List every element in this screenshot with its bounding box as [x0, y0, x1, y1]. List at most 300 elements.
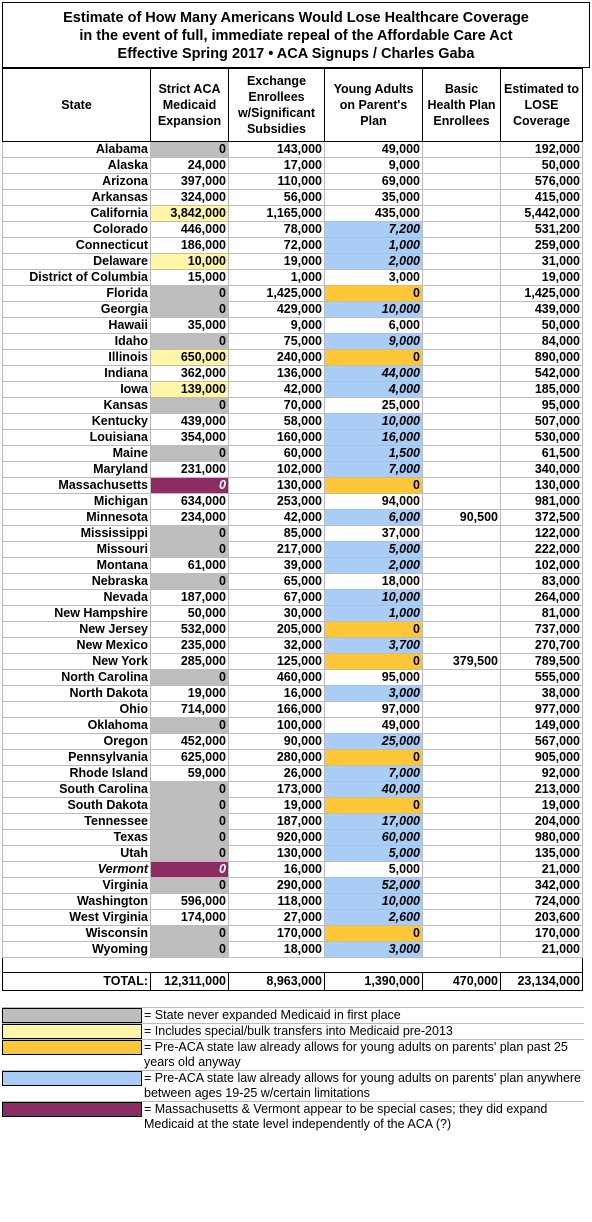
- bhp-cell: [423, 622, 501, 638]
- young-adults-cell: 0: [325, 926, 423, 942]
- table-row: [3, 206, 583, 222]
- lose-cell: 81,000: [501, 606, 583, 622]
- table-row: [3, 174, 583, 190]
- lose-cell: 5,442,000: [501, 206, 583, 222]
- lose-cell: 1,425,000: [501, 286, 583, 302]
- medicaid-cell: 650,000: [151, 350, 229, 366]
- state-cell: Wyoming: [3, 942, 151, 958]
- lose-cell: 507,000: [501, 414, 583, 430]
- exchange-cell: 75,000: [229, 334, 325, 350]
- exchange-cell: 17,000: [229, 158, 325, 174]
- state-cell: Oklahoma: [3, 718, 151, 734]
- state-cell: Mississippi: [3, 526, 151, 542]
- exchange-cell: 42,000: [229, 510, 325, 526]
- bhp-cell: [423, 206, 501, 222]
- medicaid-cell: 234,000: [151, 510, 229, 526]
- state-cell: North Carolina: [3, 670, 151, 686]
- bhp-cell: [423, 238, 501, 254]
- medicaid-cell: 235,000: [151, 638, 229, 654]
- table-row: [3, 382, 583, 398]
- state-cell: Vermont: [3, 862, 151, 878]
- exchange-cell: 1,425,000: [229, 286, 325, 302]
- bhp-cell: [423, 670, 501, 686]
- table-row: [3, 158, 583, 174]
- lose-cell: 576,000: [501, 174, 583, 190]
- medicaid-cell: 61,000: [151, 558, 229, 574]
- young-adults-cell: 0: [325, 478, 423, 494]
- table-row: [3, 798, 583, 814]
- table-row: [3, 702, 583, 718]
- medicaid-cell: 59,000: [151, 766, 229, 782]
- lose-cell: 342,000: [501, 878, 583, 894]
- young-adults-cell: 10,000: [325, 414, 423, 430]
- medicaid-cell: 0: [151, 718, 229, 734]
- medicaid-cell: 0: [151, 398, 229, 414]
- exchange-cell: 65,000: [229, 574, 325, 590]
- state-cell: New York: [3, 654, 151, 670]
- exchange-cell: 1,165,000: [229, 206, 325, 222]
- bhp-cell: [423, 318, 501, 334]
- state-cell: Michigan: [3, 494, 151, 510]
- bhp-cell: 90,500: [423, 510, 501, 526]
- legend-swatch: [2, 1102, 142, 1117]
- exchange-cell: 56,000: [229, 190, 325, 206]
- state-cell: Texas: [3, 830, 151, 846]
- state-cell: Louisiana: [3, 430, 151, 446]
- bhp-cell: [423, 702, 501, 718]
- table-row: [3, 510, 583, 526]
- medicaid-cell: 0: [151, 798, 229, 814]
- medicaid-cell: 0: [151, 142, 229, 158]
- medicaid-cell: 446,000: [151, 222, 229, 238]
- legend-item: [2, 1007, 584, 1023]
- young-adults-cell: 25,000: [325, 398, 423, 414]
- bhp-cell: [423, 894, 501, 910]
- exchange-cell: 85,000: [229, 526, 325, 542]
- bhp-cell: [423, 462, 501, 478]
- exchange-cell: 19,000: [229, 254, 325, 270]
- bhp-cell: [423, 382, 501, 398]
- header-row: [3, 69, 583, 142]
- bhp-cell: [423, 430, 501, 446]
- table-row: [3, 190, 583, 206]
- lose-cell: 980,000: [501, 830, 583, 846]
- state-cell: Massachusetts: [3, 478, 151, 494]
- table-row: [3, 142, 583, 158]
- bhp-cell: [423, 686, 501, 702]
- exchange-cell: 143,000: [229, 142, 325, 158]
- state-cell: Maryland: [3, 462, 151, 478]
- table-row: [3, 414, 583, 430]
- table-row: [3, 318, 583, 334]
- medicaid-cell: 354,000: [151, 430, 229, 446]
- exchange-cell: 70,000: [229, 398, 325, 414]
- exchange-cell: 170,000: [229, 926, 325, 942]
- lose-cell: 905,000: [501, 750, 583, 766]
- young-adults-cell: 3,700: [325, 638, 423, 654]
- exchange-cell: 16,000: [229, 862, 325, 878]
- medicaid-cell: 0: [151, 670, 229, 686]
- lose-cell: 222,000: [501, 542, 583, 558]
- lose-cell: 50,000: [501, 318, 583, 334]
- state-cell: Ohio: [3, 702, 151, 718]
- exchange-cell: 9,000: [229, 318, 325, 334]
- young-adults-cell: 49,000: [325, 142, 423, 158]
- state-cell: Nevada: [3, 590, 151, 606]
- medicaid-cell: 362,000: [151, 366, 229, 382]
- lose-cell: 340,000: [501, 462, 583, 478]
- lose-cell: 102,000: [501, 558, 583, 574]
- lose-cell: 21,000: [501, 862, 583, 878]
- medicaid-cell: 50,000: [151, 606, 229, 622]
- young-adults-cell: 2,000: [325, 558, 423, 574]
- table-row: [3, 686, 583, 702]
- exchange-cell: 58,000: [229, 414, 325, 430]
- exchange-cell: 110,000: [229, 174, 325, 190]
- young-adults-cell: 9,000: [325, 334, 423, 350]
- medicaid-cell: 714,000: [151, 702, 229, 718]
- table-row: [3, 750, 583, 766]
- medicaid-cell: 0: [151, 334, 229, 350]
- table-row: [3, 334, 583, 350]
- lose-cell: 555,000: [501, 670, 583, 686]
- medicaid-cell: 0: [151, 942, 229, 958]
- lose-cell: 149,000: [501, 718, 583, 734]
- bhp-cell: [423, 286, 501, 302]
- total-bhp: 470,000: [423, 973, 501, 991]
- medicaid-cell: 186,000: [151, 238, 229, 254]
- exchange-cell: 173,000: [229, 782, 325, 798]
- lose-cell: 203,600: [501, 910, 583, 926]
- bhp-cell: [423, 414, 501, 430]
- young-adults-cell: 5,000: [325, 862, 423, 878]
- state-cell: Maine: [3, 446, 151, 462]
- young-adults-cell: 69,000: [325, 174, 423, 190]
- young-adults-cell: 435,000: [325, 206, 423, 222]
- table-row: [3, 430, 583, 446]
- table-row: [3, 270, 583, 286]
- table-row: [3, 910, 583, 926]
- exchange-cell: 253,000: [229, 494, 325, 510]
- lose-cell: 531,200: [501, 222, 583, 238]
- lose-cell: 213,000: [501, 782, 583, 798]
- young-adults-cell: 1,500: [325, 446, 423, 462]
- state-cell: Alaska: [3, 158, 151, 174]
- bhp-cell: [423, 526, 501, 542]
- bhp-cell: [423, 350, 501, 366]
- medicaid-cell: 15,000: [151, 270, 229, 286]
- header-exchange: Exchange Enrollees w/Significant Subsidies: [229, 69, 325, 142]
- spacer-row: [3, 958, 583, 973]
- exchange-cell: 42,000: [229, 382, 325, 398]
- young-adults-cell: 1,000: [325, 238, 423, 254]
- exchange-cell: 160,000: [229, 430, 325, 446]
- medicaid-cell: 24,000: [151, 158, 229, 174]
- lose-cell: 890,000: [501, 350, 583, 366]
- young-adults-cell: 94,000: [325, 494, 423, 510]
- medicaid-cell: 0: [151, 286, 229, 302]
- young-adults-cell: 0: [325, 622, 423, 638]
- lose-cell: 122,000: [501, 526, 583, 542]
- medicaid-cell: 285,000: [151, 654, 229, 670]
- lose-cell: 737,000: [501, 622, 583, 638]
- lose-cell: 19,000: [501, 270, 583, 286]
- young-adults-cell: 17,000: [325, 814, 423, 830]
- young-adults-cell: 10,000: [325, 302, 423, 318]
- exchange-cell: 460,000: [229, 670, 325, 686]
- exchange-cell: 118,000: [229, 894, 325, 910]
- state-cell: Idaho: [3, 334, 151, 350]
- state-cell: Delaware: [3, 254, 151, 270]
- table-row: [3, 830, 583, 846]
- state-cell: Kansas: [3, 398, 151, 414]
- young-adults-cell: 6,000: [325, 318, 423, 334]
- bhp-cell: [423, 638, 501, 654]
- lose-cell: 439,000: [501, 302, 583, 318]
- medicaid-cell: 0: [151, 574, 229, 590]
- young-adults-cell: 6,000: [325, 510, 423, 526]
- legend-item: [2, 1101, 584, 1132]
- state-cell: Illinois: [3, 350, 151, 366]
- legend-item: [2, 1023, 584, 1039]
- state-cell: South Carolina: [3, 782, 151, 798]
- medicaid-cell: 324,000: [151, 190, 229, 206]
- bhp-cell: [423, 910, 501, 926]
- bhp-cell: [423, 558, 501, 574]
- exchange-cell: 130,000: [229, 846, 325, 862]
- medicaid-cell: 0: [151, 878, 229, 894]
- medicaid-cell: 0: [151, 446, 229, 462]
- medicaid-cell: 3,842,000: [151, 206, 229, 222]
- state-cell: Rhode Island: [3, 766, 151, 782]
- table-row: [3, 606, 583, 622]
- medicaid-cell: 0: [151, 926, 229, 942]
- young-adults-cell: 9,000: [325, 158, 423, 174]
- medicaid-cell: 0: [151, 830, 229, 846]
- table-row: [3, 462, 583, 478]
- exchange-cell: 920,000: [229, 830, 325, 846]
- young-adults-cell: 16,000: [325, 430, 423, 446]
- young-adults-cell: 2,000: [325, 254, 423, 270]
- exchange-cell: 72,000: [229, 238, 325, 254]
- lose-cell: 83,000: [501, 574, 583, 590]
- table-row: [3, 926, 583, 942]
- young-adults-cell: 4,000: [325, 382, 423, 398]
- medicaid-cell: 397,000: [151, 174, 229, 190]
- bhp-cell: [423, 750, 501, 766]
- exchange-cell: 217,000: [229, 542, 325, 558]
- legend-text: = State never expanded Medicaid in first place: [144, 1008, 401, 1022]
- medicaid-cell: 0: [151, 542, 229, 558]
- state-cell: Minnesota: [3, 510, 151, 526]
- medicaid-cell: 0: [151, 478, 229, 494]
- table-row: [3, 590, 583, 606]
- lose-cell: 135,000: [501, 846, 583, 862]
- lose-cell: 977,000: [501, 702, 583, 718]
- exchange-cell: 19,000: [229, 798, 325, 814]
- bhp-cell: [423, 270, 501, 286]
- medicaid-cell: 0: [151, 782, 229, 798]
- young-adults-cell: 0: [325, 286, 423, 302]
- lose-cell: 61,500: [501, 446, 583, 462]
- total-medicaid: 12,311,000: [151, 973, 229, 991]
- bhp-cell: [423, 446, 501, 462]
- state-cell: Utah: [3, 846, 151, 862]
- legend-swatch: [2, 1071, 142, 1086]
- young-adults-cell: 0: [325, 350, 423, 366]
- bhp-cell: [423, 158, 501, 174]
- state-cell: Montana: [3, 558, 151, 574]
- medicaid-cell: 19,000: [151, 686, 229, 702]
- bhp-cell: [423, 846, 501, 862]
- lose-cell: 542,000: [501, 366, 583, 382]
- exchange-cell: 39,000: [229, 558, 325, 574]
- bhp-cell: 379,500: [423, 654, 501, 670]
- medicaid-cell: 187,000: [151, 590, 229, 606]
- lose-cell: 31,000: [501, 254, 583, 270]
- bhp-cell: [423, 606, 501, 622]
- table-row: [3, 542, 583, 558]
- table-row: [3, 718, 583, 734]
- lose-cell: 95,000: [501, 398, 583, 414]
- bhp-cell: [423, 878, 501, 894]
- bhp-cell: [423, 718, 501, 734]
- state-cell: Washington: [3, 894, 151, 910]
- exchange-cell: 27,000: [229, 910, 325, 926]
- total-row: [3, 973, 583, 991]
- bhp-cell: [423, 590, 501, 606]
- medicaid-cell: 0: [151, 526, 229, 542]
- table-row: [3, 734, 583, 750]
- table-row: [3, 222, 583, 238]
- medicaid-cell: 634,000: [151, 494, 229, 510]
- sheet-title: [2, 2, 590, 68]
- state-cell: Arizona: [3, 174, 151, 190]
- young-adults-cell: 5,000: [325, 542, 423, 558]
- medicaid-cell: 0: [151, 814, 229, 830]
- exchange-cell: 280,000: [229, 750, 325, 766]
- lose-cell: 204,000: [501, 814, 583, 830]
- total-young: 1,390,000: [325, 973, 423, 991]
- young-adults-cell: 95,000: [325, 670, 423, 686]
- header-young-adults: Young Adults on Parent's Plan: [325, 69, 423, 142]
- exchange-cell: 26,000: [229, 766, 325, 782]
- young-adults-cell: 60,000: [325, 830, 423, 846]
- young-adults-cell: 44,000: [325, 366, 423, 382]
- state-cell: Connecticut: [3, 238, 151, 254]
- lose-cell: 185,000: [501, 382, 583, 398]
- young-adults-cell: 7,200: [325, 222, 423, 238]
- state-cell: Wisconsin: [3, 926, 151, 942]
- table-row: [3, 814, 583, 830]
- state-cell: Virginia: [3, 878, 151, 894]
- lose-cell: 264,000: [501, 590, 583, 606]
- table-body: [3, 142, 583, 958]
- state-cell: Iowa: [3, 382, 151, 398]
- exchange-cell: 78,000: [229, 222, 325, 238]
- medicaid-cell: 532,000: [151, 622, 229, 638]
- total-lose: 23,134,000: [501, 973, 583, 991]
- table-row: [3, 446, 583, 462]
- bhp-cell: [423, 254, 501, 270]
- state-cell: Kentucky: [3, 414, 151, 430]
- bhp-cell: [423, 222, 501, 238]
- lose-cell: 92,000: [501, 766, 583, 782]
- exchange-cell: 187,000: [229, 814, 325, 830]
- bhp-cell: [423, 142, 501, 158]
- bhp-cell: [423, 734, 501, 750]
- legend-swatch: [2, 1040, 142, 1055]
- table-row: [3, 766, 583, 782]
- medicaid-cell: 139,000: [151, 382, 229, 398]
- young-adults-cell: 35,000: [325, 190, 423, 206]
- medicaid-cell: 35,000: [151, 318, 229, 334]
- table-row: [3, 622, 583, 638]
- young-adults-cell: 1,000: [325, 606, 423, 622]
- coverage-table: [2, 68, 583, 991]
- bhp-cell: [423, 814, 501, 830]
- exchange-cell: 18,000: [229, 942, 325, 958]
- bhp-cell: [423, 942, 501, 958]
- table-row: [3, 398, 583, 414]
- legend-text: = Massachusetts & Vermont appear to be special cases; they did expand Medicaid at the state level independently of the ACA (?): [144, 1102, 548, 1131]
- medicaid-cell: 0: [151, 302, 229, 318]
- young-adults-cell: 10,000: [325, 894, 423, 910]
- header-basic-health-plan: Basic Health Plan Enrollees: [423, 69, 501, 142]
- young-adults-cell: 0: [325, 750, 423, 766]
- medicaid-cell: 596,000: [151, 894, 229, 910]
- state-cell: Nebraska: [3, 574, 151, 590]
- lose-cell: 21,000: [501, 942, 583, 958]
- title-line-3: Effective Spring 2017 • ACA Signups / Charles Gaba: [117, 46, 475, 62]
- exchange-cell: 205,000: [229, 622, 325, 638]
- lose-cell: 981,000: [501, 494, 583, 510]
- bhp-cell: [423, 174, 501, 190]
- legend-text: = Includes special/bulk transfers into Medicaid pre-2013: [144, 1024, 453, 1038]
- exchange-cell: 240,000: [229, 350, 325, 366]
- lose-cell: 789,500: [501, 654, 583, 670]
- exchange-cell: 100,000: [229, 718, 325, 734]
- state-cell: Arkansas: [3, 190, 151, 206]
- lose-cell: 84,000: [501, 334, 583, 350]
- state-cell: Indiana: [3, 366, 151, 382]
- bhp-cell: [423, 542, 501, 558]
- bhp-cell: [423, 574, 501, 590]
- exchange-cell: 290,000: [229, 878, 325, 894]
- bhp-cell: [423, 334, 501, 350]
- bhp-cell: [423, 782, 501, 798]
- table-row: [3, 254, 583, 270]
- legend: [2, 1007, 584, 1132]
- young-adults-cell: 2,600: [325, 910, 423, 926]
- table-row: [3, 286, 583, 302]
- lose-cell: 724,000: [501, 894, 583, 910]
- exchange-cell: 32,000: [229, 638, 325, 654]
- young-adults-cell: 52,000: [325, 878, 423, 894]
- exchange-cell: 16,000: [229, 686, 325, 702]
- table-row: [3, 862, 583, 878]
- medicaid-cell: 231,000: [151, 462, 229, 478]
- young-adults-cell: 18,000: [325, 574, 423, 590]
- state-cell: New Mexico: [3, 638, 151, 654]
- state-cell: Missouri: [3, 542, 151, 558]
- lose-cell: 192,000: [501, 142, 583, 158]
- young-adults-cell: 97,000: [325, 702, 423, 718]
- young-adults-cell: 37,000: [325, 526, 423, 542]
- table-row: [3, 782, 583, 798]
- title-line-1: Estimate of How Many Americans Would Lose Healthcare Coverage: [63, 10, 529, 26]
- state-cell: California: [3, 206, 151, 222]
